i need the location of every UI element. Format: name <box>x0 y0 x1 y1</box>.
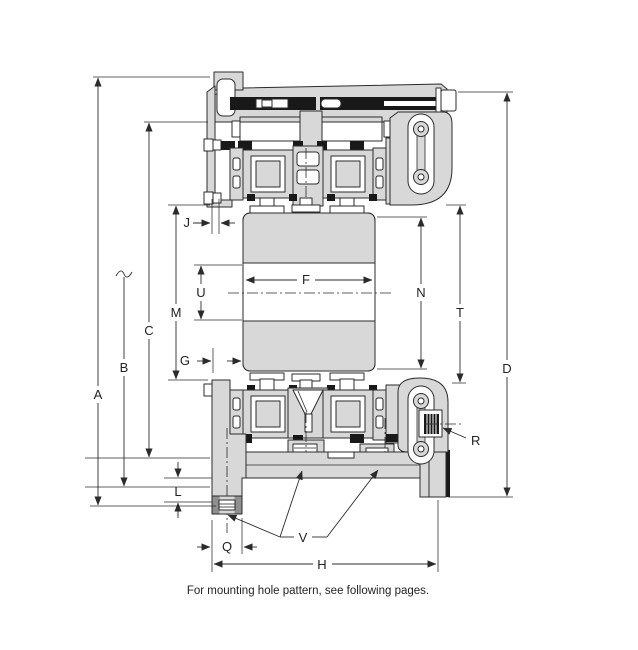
dim-label-r: R <box>471 433 481 448</box>
figure-caption: For mounting hole pattern, see following pages. <box>186 585 430 597</box>
dim-D <box>448 92 516 497</box>
dim-label-j: J <box>183 215 190 230</box>
dim-label-g: G <box>179 353 190 368</box>
dim-label-m: M <box>170 305 182 320</box>
dim-label-l: L <box>174 484 182 499</box>
bottom-flange-bolt <box>212 496 242 514</box>
dim-label-a: A <box>93 387 103 402</box>
dim-B <box>85 271 210 487</box>
dim-label-h: H <box>317 557 327 572</box>
dim-label-f: F <box>302 272 310 287</box>
break-symbol <box>116 271 132 277</box>
dim-label-b: B <box>119 360 129 375</box>
dim-H <box>212 500 438 572</box>
dim-label-q: Q <box>221 539 233 554</box>
mounting-bolt <box>219 500 235 510</box>
upper-right-bracket <box>390 112 452 205</box>
dim-label-d: D <box>502 361 512 376</box>
dim-label-n: N <box>416 285 426 300</box>
drum <box>243 213 375 371</box>
bolt-head <box>441 90 456 111</box>
dim-label-v: V <box>298 530 308 545</box>
assembly-cross-section <box>204 72 464 533</box>
dim-label-t: T <box>456 305 464 320</box>
dim-label-u: U <box>196 285 206 300</box>
dim-label-c: C <box>144 323 154 338</box>
dim-U <box>193 265 242 320</box>
bolt-washer <box>436 88 441 114</box>
drum-band-bottom <box>243 321 375 371</box>
dim-C <box>85 122 210 458</box>
dim-G <box>180 348 241 373</box>
dim-T <box>446 205 468 383</box>
drum-band-top <box>243 213 375 263</box>
lower-cylinders <box>230 385 402 443</box>
dim-R <box>443 428 480 448</box>
dim-L <box>164 462 212 518</box>
lower-right-bracket <box>398 378 464 497</box>
dim-V <box>228 470 378 545</box>
